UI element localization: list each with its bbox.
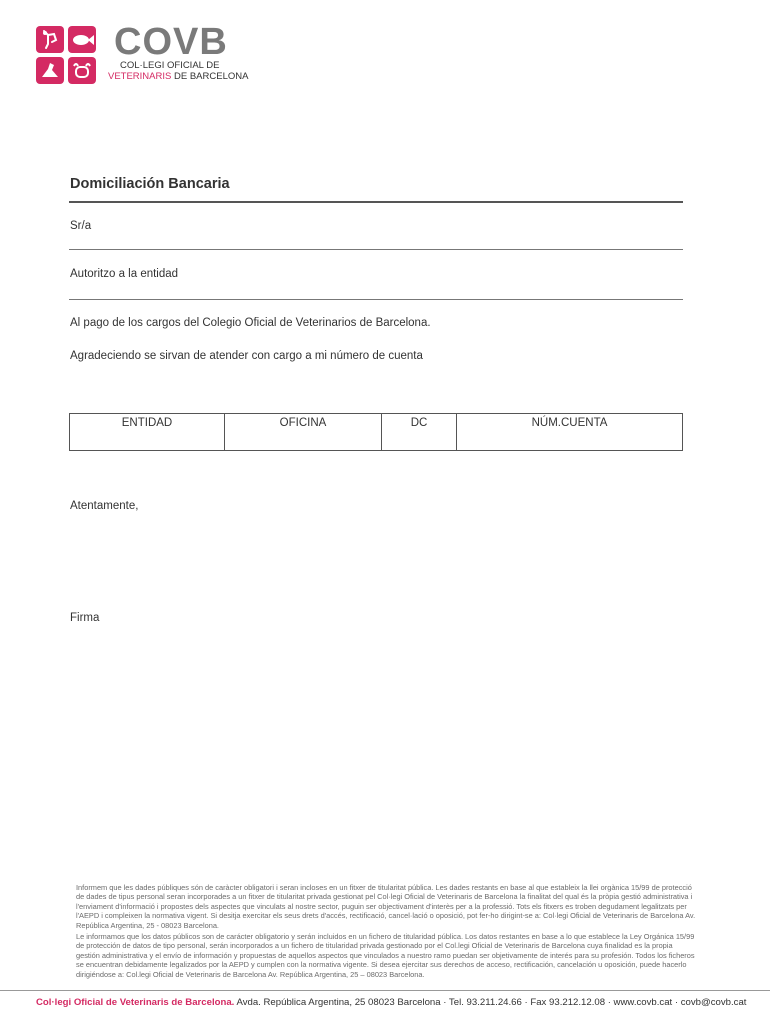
footer <box>36 997 746 1008</box>
fish-icon <box>68 26 96 53</box>
entity-label: Autoritzo a la entidad <box>70 268 179 280</box>
entity-line[interactable] <box>69 299 683 300</box>
title-divider <box>69 201 683 203</box>
horse-icon <box>36 57 64 84</box>
logo-brand: COVB <box>114 21 228 63</box>
logo-line2 <box>108 71 248 82</box>
account-table <box>69 413 683 451</box>
sra-label: Sr/a <box>70 220 92 232</box>
footer-divider <box>0 990 770 991</box>
payment-text: Al pago de los cargos del Colegio Oficial de Veterinarios de Barcelona. <box>70 317 431 329</box>
signature-label: Firma <box>70 612 100 624</box>
privacy-notice-catalan: Informem que les dades públiques són de caràcter obligatori i seran incloses en un fitxer de titularitat pública. Les dades restants en base al que estableix la llei orgànica 15/99 de protecció de dades de tipus personal seran incorporades a un fitxer de titularitat privada gestionat pel Col·legi Oficial de Veterinaris de Barcelona la finalitat del qual és la pròpia gestió administrativa i l'enviament d'informació i propostes dels aspectes que vinculats al nostre sector, puguin ser objectivament d'interès per a la professió. Tots els fitxers es troben degudament legalitzats per l'AEPD i compleixen la normativa vigent. Si desitja exercitar els seus drets d'accés, rectificació, cancel·lació o oposició, pot fer-ho dirigint-se a: Col·legi Oficial de Veterinaris de Barcelona Av. República Argentina, 25 - 08023 Barcelona. <box>76 883 696 930</box>
dc-cell[interactable]: DC <box>382 414 457 450</box>
oficina-cell[interactable]: OFICINA <box>225 414 382 450</box>
covb-logo <box>36 21 249 86</box>
numcuenta-cell[interactable]: NÚM.CUENTA <box>531 417 608 429</box>
logo-line2-highlight: VETERINARIS <box>108 71 172 82</box>
dog-icon <box>36 26 64 53</box>
logo-line1: COL·LEGI OFICIAL DE <box>120 60 220 71</box>
sra-line[interactable] <box>69 249 683 250</box>
entidad-cell[interactable]: ENTIDAD <box>70 414 225 450</box>
closing-text: Atentamente, <box>70 500 139 512</box>
logo-icon-grid <box>36 26 98 86</box>
cow-icon <box>68 57 96 84</box>
logo-line2-rest: DE BARCELONA <box>171 71 249 82</box>
page-title: Domiciliación Bancaria <box>70 176 230 192</box>
privacy-notice-spanish: Le informamos que los datos públicos son de carácter obligatorio y serán incluidos en un fichero de titularidad pública. Los datos restantes en base a lo que establece la Ley Orgánica 15/99 de protección de datos de tipo personal, serán incorporados a un fichero de titularidad privada gestionado por el Col.legi Oficial de Veterinaris de Barcelona cuya finalidad es la propia gestión administrativa y el envío de información y propuestas de aquellos aspectos que vinculados a nuestro ramo puedan ser objetivamente de interés para su profesión. Todos los ficheros se encuentran debidamente legalizados por la AEPD y cumplen con la normativa vigente. Si desea ejercitar sus derechos de acceso, rectificación, cancelación u oposición, puede hacerlo dirigiéndose a: Col.legi Oficial de Veterinaris de Barcelona Av. República Argentina, 25 – 08023 Barcelona. <box>76 932 695 979</box>
footer-org: Col·legi Oficial de Veterinaris de Barcelona. <box>36 997 235 1008</box>
account-text: Agradeciendo se sirvan de atender con cargo a mi número de cuenta <box>70 350 423 362</box>
footer-details: Avda. República Argentina, 25 08023 Barcelona · Tel. 93.211.24.66 · Fax 93.212.12.08 · www.covb.cat · covb@covb.cat <box>234 997 747 1008</box>
